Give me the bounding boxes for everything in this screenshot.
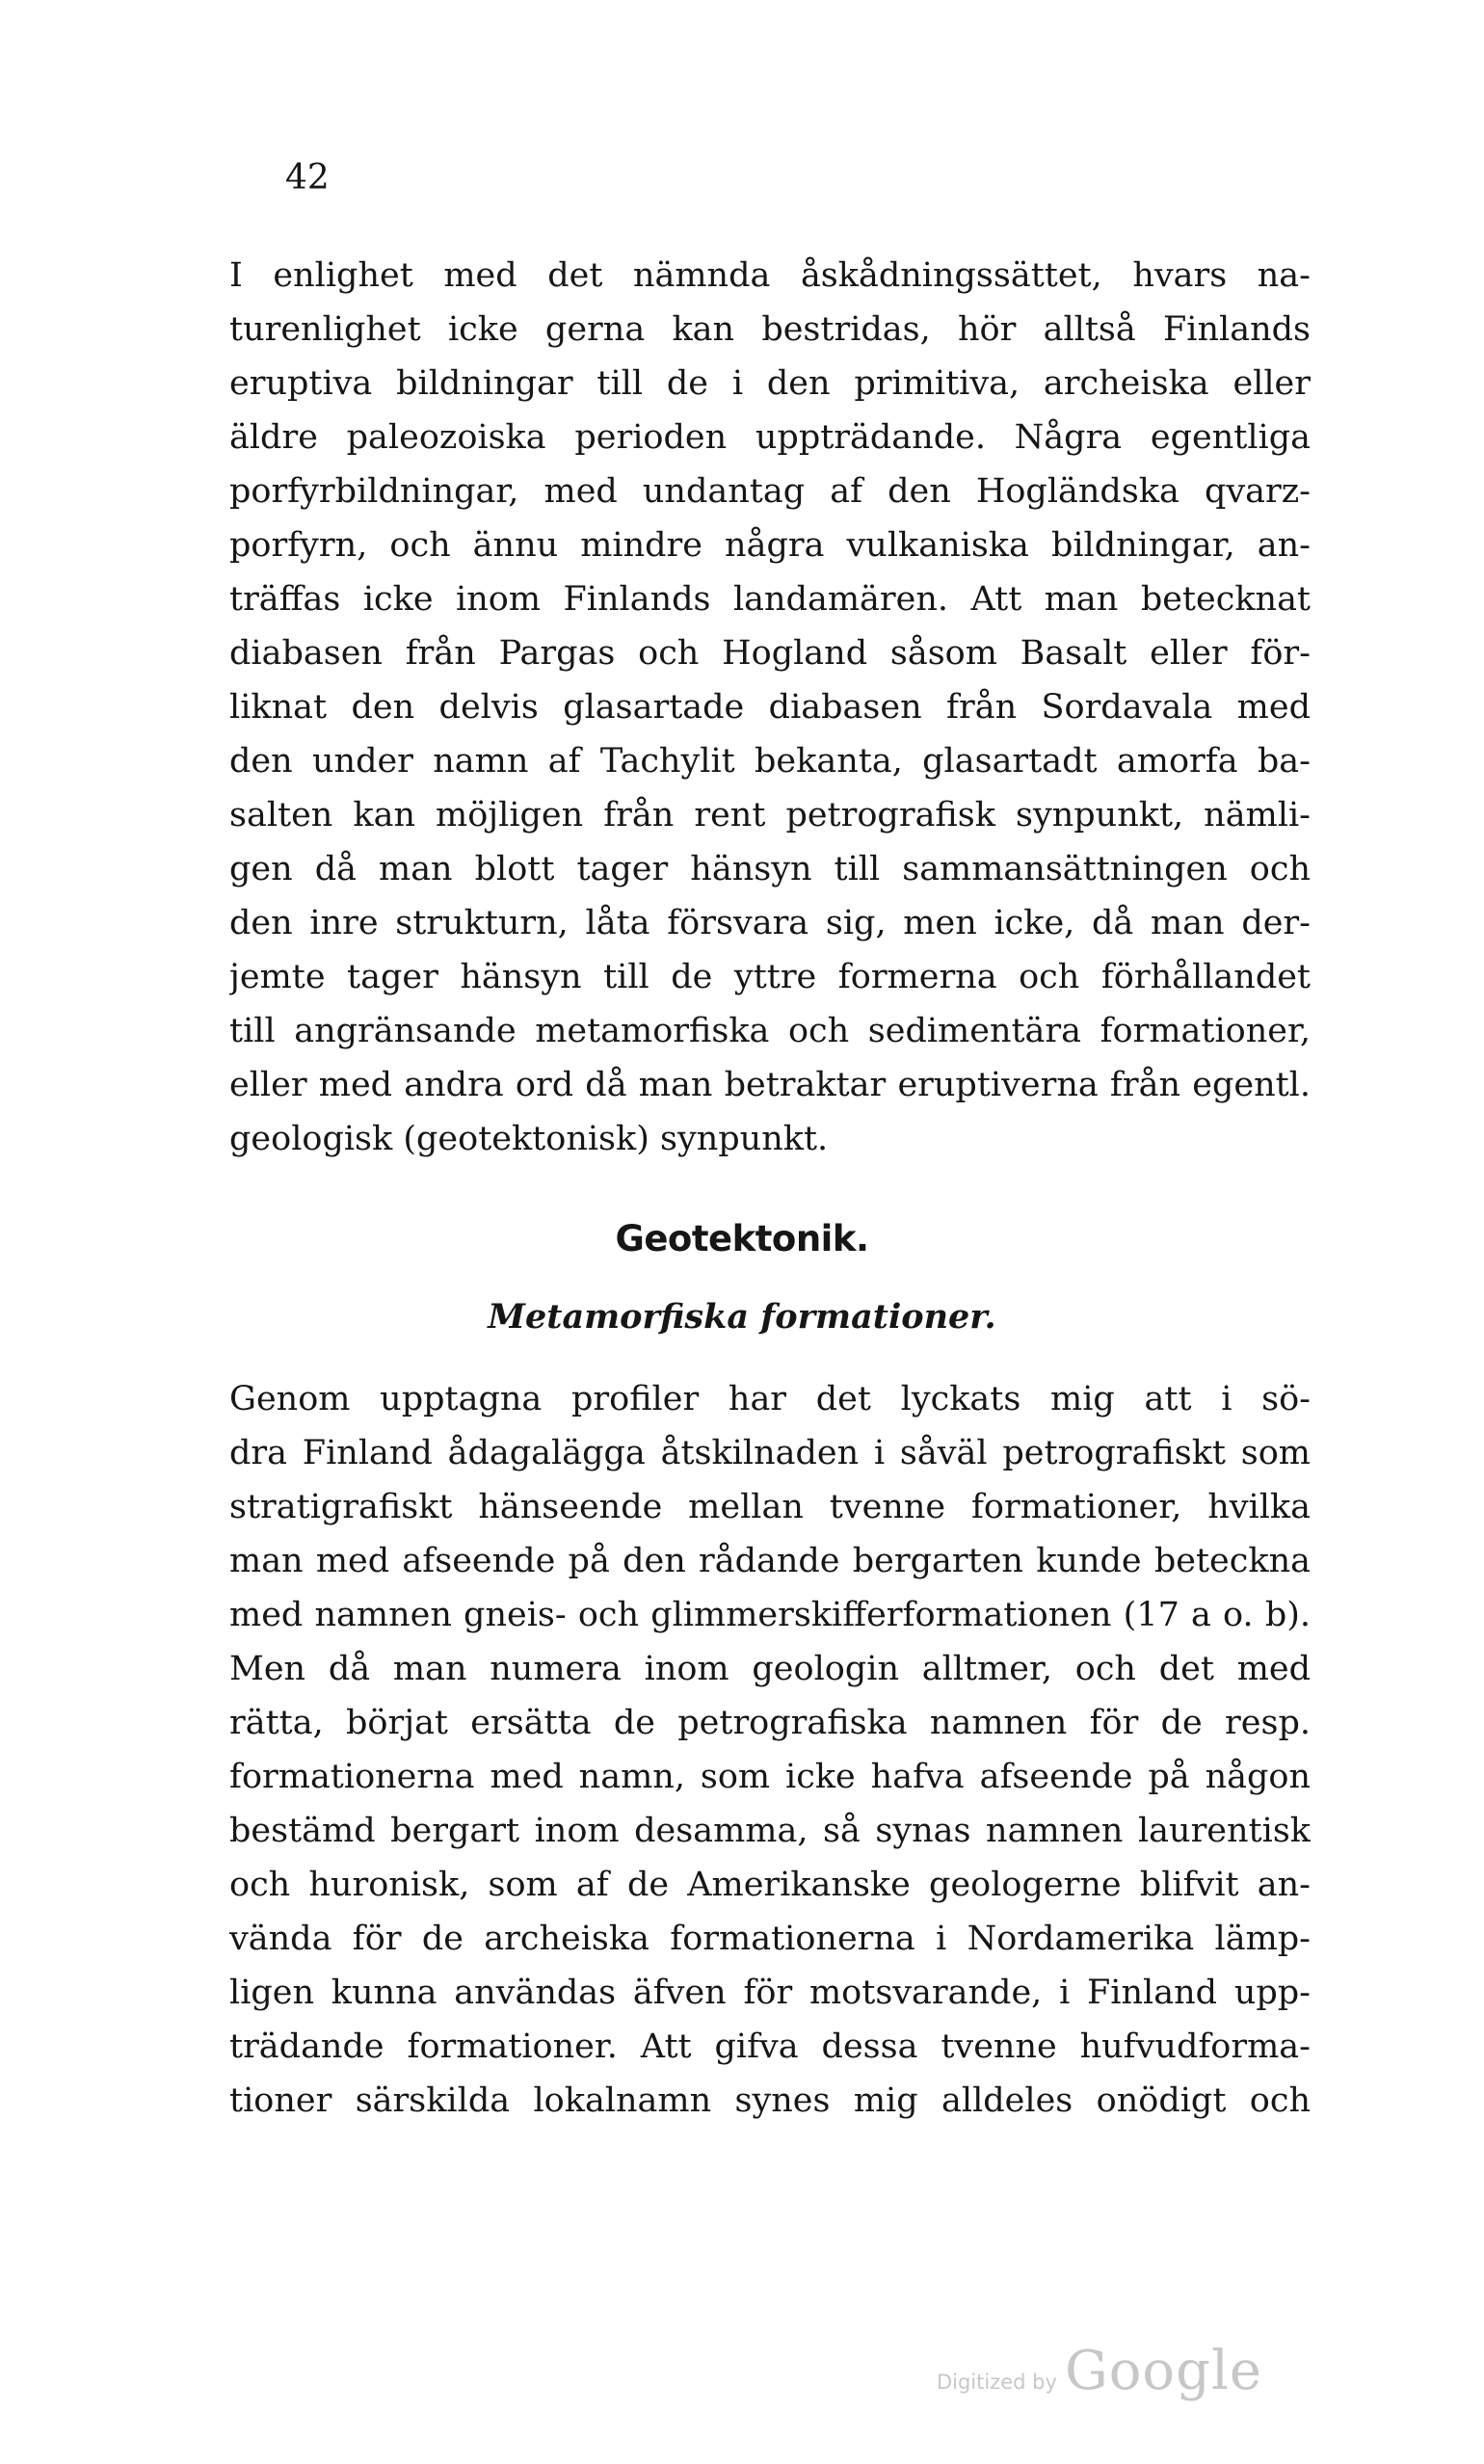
text-line: bestämd bergart inom desamma, så synas namnen laurentisk	[229, 1812, 1311, 1850]
text-line: gen då man blott tager hänsyn till sammansättningen och	[229, 850, 1311, 888]
text-line: jemte tager hänsyn till de yttre formerna och förhållandet	[229, 958, 1311, 996]
text-line: äldre paleozoiska perioden uppträdande. Några egentliga	[229, 418, 1311, 457]
text-line: den inre strukturn, låta försvara sig, men icke, då man der-	[229, 904, 1311, 942]
text-line: geologisk (geotektonisk) synpunkt.	[229, 1120, 829, 1158]
text-line: vända för de archeiska formationerna i Nordamerika lämp-	[229, 1920, 1311, 1958]
text-line: porfyrbildningar, med undantag af den Hogländska qvarz-	[229, 472, 1311, 511]
section-heading: Geotektonik.	[615, 1218, 869, 1259]
text-line: med namnen gneis- och glimmerskifferformationen (17 a o. b).	[229, 1596, 1311, 1634]
text-line: den under namn af Tachylit bekanta, glasartadt amorfa ba-	[229, 742, 1311, 781]
watermark-logo-text: Google	[1064, 2340, 1263, 2402]
text-line: till angränsande metamorfiska och sedimentära formationer,	[229, 1012, 1311, 1050]
watermark-prefix: Digitized by	[937, 2371, 1057, 2394]
text-line: Genom upptagna profiler har det lyckats mig att i sö-	[229, 1380, 1311, 1418]
paragraph-2	[229, 1372, 1311, 2128]
text-line: turenlighet icke gerna kan bestridas, hör alltså Finlands	[229, 310, 1311, 349]
text-line: eller med andra ord då man betraktar eruptiverna från egentl.	[229, 1066, 1311, 1104]
text-line: stratigrafiskt hänseende mellan tvenne formationer, hvilka	[229, 1488, 1311, 1526]
text-line: liknat den delvis glasartade diabasen från Sordavala med	[229, 688, 1311, 727]
section-subheading: Metamorfiska formationer.	[488, 1297, 996, 1337]
text-line: rätta, börjat ersätta de petrografiska namnen för de resp.	[229, 1704, 1311, 1742]
digitized-by-google-watermark	[937, 2340, 1262, 2402]
text-line: eruptiva bildningar till de i den primitiva, archeiska eller	[229, 364, 1311, 403]
text-line: dra Finland ådagalägga åtskilnaden i såväl petrografiskt som	[229, 1434, 1311, 1472]
text-line: I enlighet med det nämnda åskådningssättet, hvars na-	[229, 256, 1311, 295]
text-line: och huronisk, som af de Amerikanske geologerne blifvit an-	[229, 1866, 1311, 1904]
text-line: trädande formationer. Att gifva dessa tvenne hufvudforma-	[229, 2027, 1311, 2066]
text-line: tioner särskilda lokalnamn synes mig alldeles onödigt och	[229, 2081, 1311, 2120]
text-line: man med afseende på den rådande bergarten kunde beteckna	[229, 1542, 1311, 1580]
text-line: Men då man numera inom geologin alltmer, och det med	[229, 1650, 1311, 1688]
text-line: salten kan möjligen från rent petrografisk synpunkt, nämli-	[229, 796, 1311, 835]
text-line: formationerna med namn, som icke hafva afseende på någon	[229, 1758, 1311, 1796]
page-number: 42	[285, 158, 330, 198]
text-line: porfyrn, och ännu mindre några vulkaniska bildningar, an-	[229, 526, 1311, 565]
paragraph-1	[229, 249, 1311, 1166]
text-line: diabasen från Pargas och Hogland såsom Basalt eller för-	[229, 634, 1311, 673]
text-line: träffas icke inom Finlands landamären. Att man betecknat	[229, 580, 1311, 619]
text-line: ligen kunna användas äfven för motsvarande, i Finland upp-	[229, 1974, 1311, 2012]
